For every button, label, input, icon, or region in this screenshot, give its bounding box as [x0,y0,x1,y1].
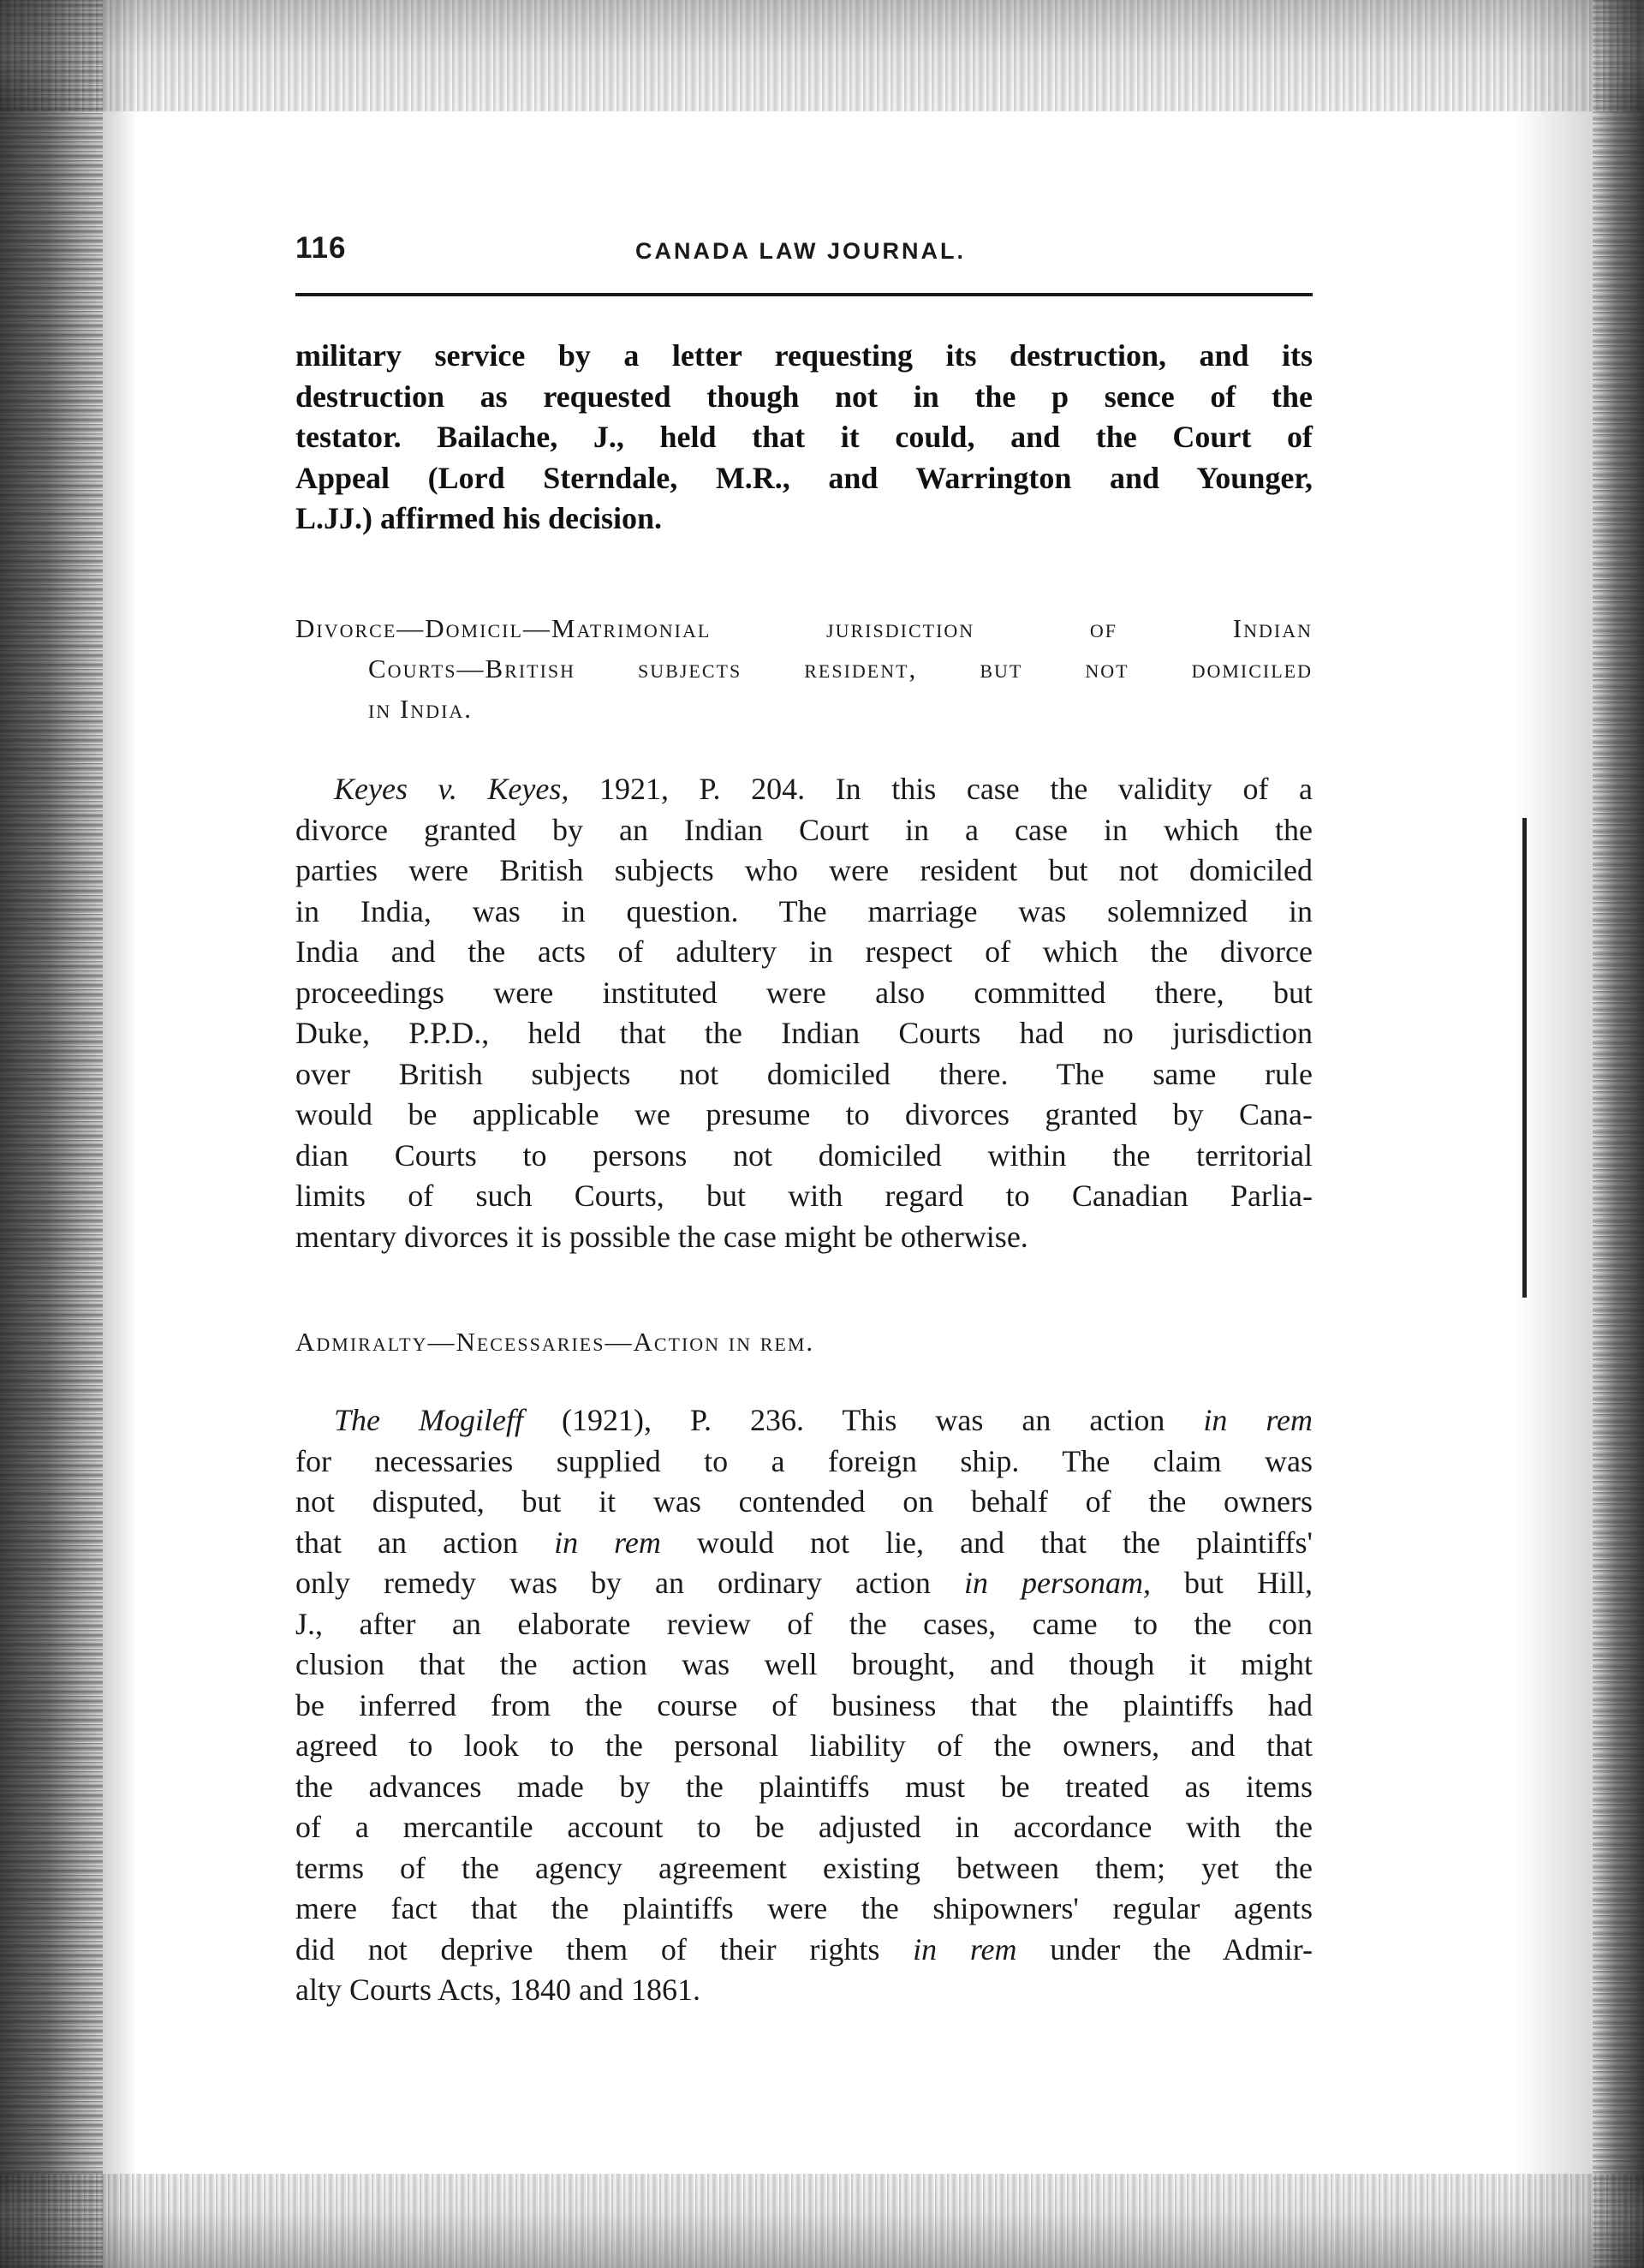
text-fragment: that an action [295,1525,555,1560]
scan-edge-left-shadow [103,0,137,2268]
text-fragment: would not lie, and that the plaintiffs' [660,1525,1313,1560]
case-first-line [295,769,1313,810]
text-line: India and the acts of adultery in respect of which the divorce [295,934,1313,969]
text-line: alty Courts Acts, 1840 and 1861. [295,1973,700,2007]
case-citation: 1921, P. 204. [569,772,806,806]
text-fragment: only remedy was by an ordinary action [295,1566,964,1600]
text-line: parties were British subjects who were resident but not domiciled [295,853,1313,887]
text-line: testator. Bailache, J., held that it could, and the Court of [295,420,1313,454]
text-line: destruction as requested though not in the p sence of the [295,379,1313,414]
heading-line: Divorce—Domicil—Matrimonial jurisdiction of Indian [295,613,1313,643]
running-header [295,231,1313,274]
text-fragment: under the Admir- [1016,1931,1313,1967]
scan-edge-right-shadow [1516,0,1593,2268]
heading-line: Admiralty—Necessaries—Action in rem. [295,1327,815,1357]
header-rule [295,293,1313,296]
latin-term: in rem [1203,1403,1313,1437]
case-paragraph-keyes [295,769,1313,1257]
text-line: dian Courts to persons not domiciled within the territorial [295,1137,1313,1173]
text-line: proceedings were instituted were also committed there, but [295,975,1313,1010]
heading-line: in India. [368,694,474,724]
text-line: over British subjects not domiciled there. The same rule [295,1056,1313,1091]
scan-edge-bottom [0,2174,1644,2268]
text-fragment: did not deprive them of their rights [295,1931,914,1967]
text-line: Appeal (Lord Sterndale, M.R., and Warrington and Younger, [295,460,1313,495]
latin-term: in rem [554,1525,661,1560]
text-line: would be applicable we presume to divorces granted by Cana- [295,1097,1313,1131]
text-line: divorce granted by an Indian Court in a case in which the [295,812,1313,847]
text-line: for necessaries supplied to a foreign ship. The claim was [295,1443,1313,1478]
text-fragment: but Hill, [1150,1566,1313,1600]
text-line: limits of such Courts, but with regard to Canadian Parlia- [295,1179,1313,1213]
case-paragraph-mogileff [295,1400,1313,2011]
section-heading-divorce [295,608,1313,729]
case-name: The Mogileff [334,1403,523,1437]
text-line: Duke, P.P.D., held that the Indian Courts had no jurisdiction [295,1016,1313,1050]
text-line: mentary divorces it is possible the case might be otherwise. [295,1219,1028,1254]
page-number: 116 [295,231,347,265]
latin-term: in personam, [963,1566,1151,1600]
text-line [295,1523,1313,1564]
text-line: J., after an elaborate review of the cases, came to the con [295,1606,1313,1641]
scan-edge-left [0,0,103,2268]
margin-mark [1522,818,1527,1298]
journal-title: CANADA LAW JOURNAL. [635,238,966,264]
text-line: L.JJ.) affirmed his decision. [295,501,662,535]
heading-line: Courts—British subjects resident, but not domiciled [368,654,1313,683]
scan-edge-top [0,0,1644,111]
text-fragment: In this case the validity of a [805,772,1313,806]
case-name: Keyes v. Keyes, [334,772,569,806]
text-line: not disputed, but it was contended on behalf of the owners [295,1484,1313,1519]
text-line: be inferred from the course of business that the plaintiffs had [295,1687,1313,1722]
scan-edge-right [1593,0,1644,2268]
section-heading-admiralty [295,1322,1313,1362]
text-line: agreed to look to the personal liability of the owners, and that [295,1728,1313,1763]
text-line: of a mercantile account to be adjusted in accordance with the [295,1810,1313,1844]
text-line: in India, was in question. The marriage was solemnized in [295,893,1313,928]
text-fragment: This was an action [804,1403,1204,1437]
paragraph-continuation [295,336,1313,540]
text-line [295,1563,1313,1604]
case-citation: (1921), P. 236. [522,1403,805,1437]
text-line: military service by a letter requesting its destruction, and its [295,338,1313,373]
text-line: the advances made by the plaintiffs must be treated as items [295,1769,1313,1804]
text-line: clusion that the action was well brought, and though it might [295,1647,1313,1681]
case-first-line [295,1400,1313,1441]
latin-term: in rem [913,1931,1017,1967]
text-line: mere fact that the plaintiffs were the shipowners' regular agents [295,1891,1313,1925]
text-line: terms of the agency agreement existing between them; yet the [295,1850,1313,1885]
text-line [295,1930,1313,1971]
